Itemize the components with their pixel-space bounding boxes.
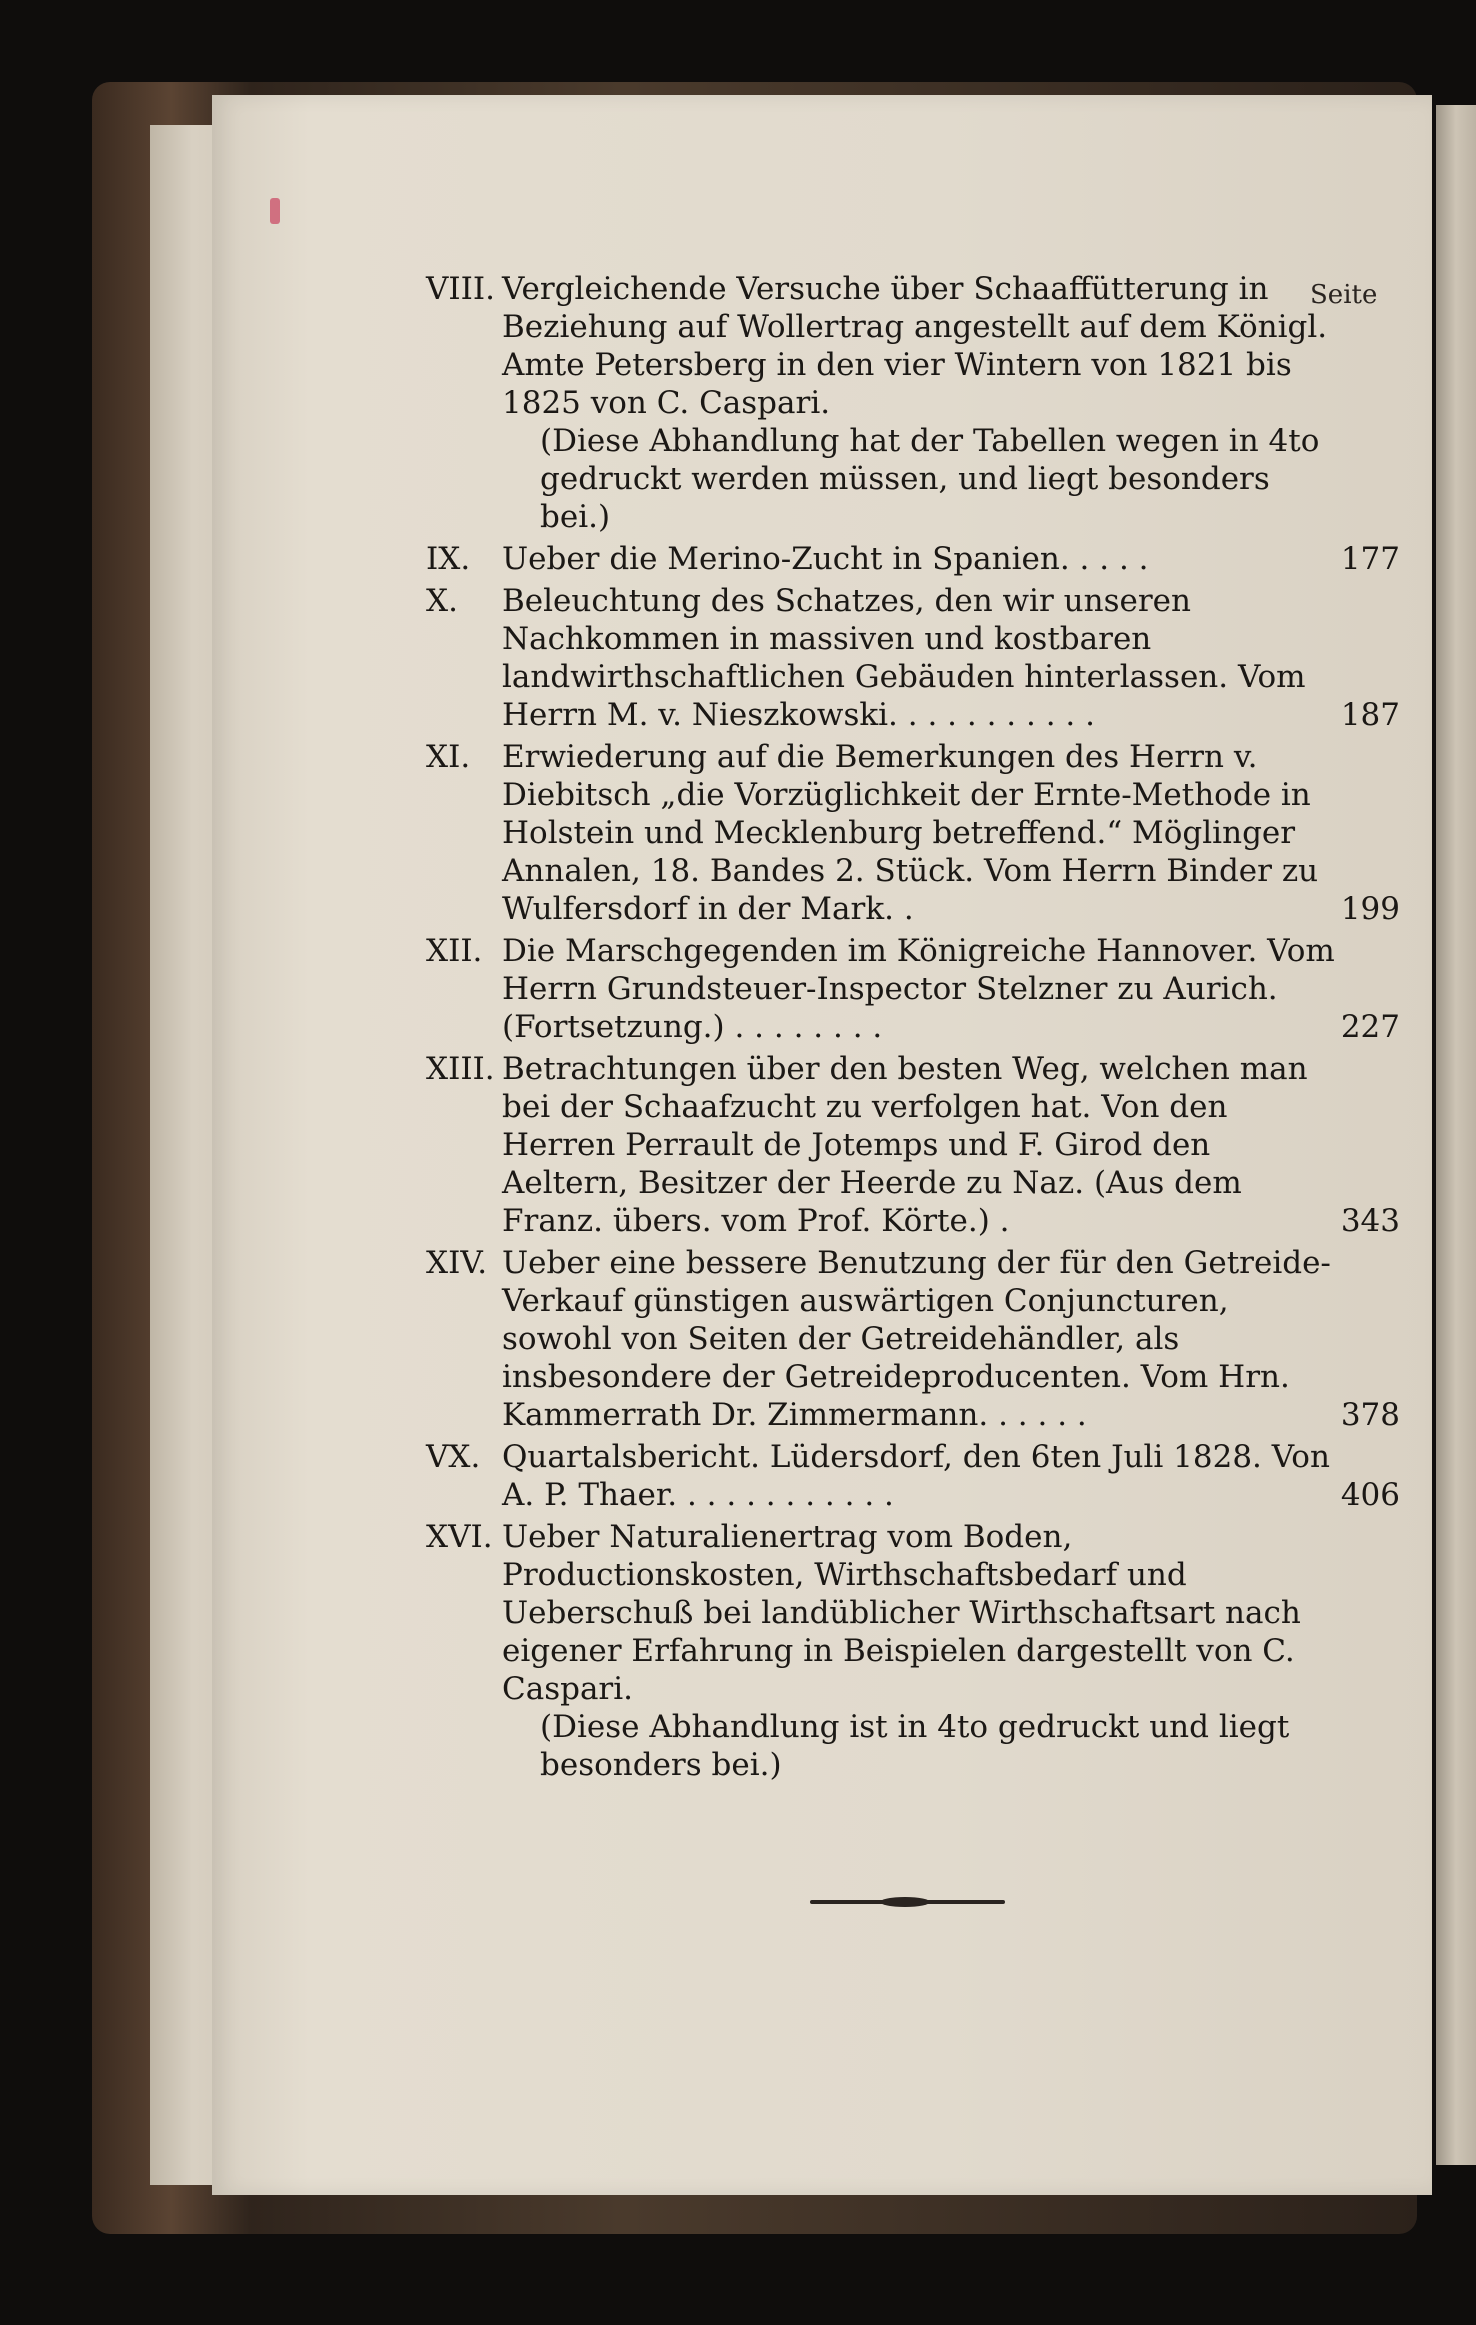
entry-number: VX. <box>426 1439 481 1475</box>
entry-page-number: 177 <box>1340 541 1400 577</box>
toc-entry-xii <box>426 932 1400 1046</box>
entry-page-number: 343 <box>1340 1203 1400 1239</box>
toc-entry-xiv <box>426 1244 1400 1434</box>
entry-title: Betrachtungen über den besten Weg, welchen man bei der Schaafzucht zu verfolgen hat. Von den Herren Perrault de Jotemps und F. Girod den Aeltern, Besitzer der Heerde zu Naz. (Aus dem Franz. übers. vom Prof. Körte.) . <box>502 1051 1308 1239</box>
toc-entry-xiii <box>426 1050 1400 1240</box>
toc-entry-vx <box>426 1438 1400 1514</box>
entry-title: Die Marschgegenden im Königreiche Hannover. Vom Herrn Grundsteuer-Inspector Stelzner zu Aurich. (Fortsetzung.) . . . . . . . . <box>502 933 1335 1045</box>
entry-number: IX. <box>426 541 471 577</box>
entry-page-number: 199 <box>1340 891 1400 927</box>
closing-ornament-rule <box>810 1900 1005 1904</box>
toc-entry-ix <box>426 540 1400 578</box>
toc-entry-viii <box>426 270 1390 536</box>
toc-entry-xvi <box>426 1518 1390 1784</box>
next-page-edge <box>1436 105 1476 2165</box>
entry-number: XIV. <box>426 1245 488 1281</box>
entry-title: Vergleichende Versuche über Schaaffütterung in Beziehung auf Wollertrag angestellt auf dem Königl. Amte Petersberg in den vier Wintern von 1821 bis 1825 von C. Caspari. <box>502 271 1328 421</box>
entry-title: Beleuchtung des Schatzes, den wir unseren Nachkommen in massiven und kostbaren landwirthschaftlichen Gebäuden hinterlassen. Vom Herrn M. v. Nieszkowski. . . . . . . . . . . <box>502 583 1306 733</box>
entry-title: Quartalsbericht. Lüdersdorf, den 6ten Juli 1828. Von A. P. Thaer. . . . . . . . . . . . <box>502 1439 1330 1513</box>
entry-title: Ueber Naturalienertrag vom Boden, Productionskosten, Wirthschaftsbedarf und Ueberschuß bei landüblicher Wirthschaftsart nach eigener Erfahrung in Beispielen dargestellt von C. Caspari. <box>502 1519 1301 1707</box>
entry-number: XI. <box>426 739 471 775</box>
entry-page-number: 378 <box>1340 1397 1400 1433</box>
entry-number: XVI. <box>426 1519 493 1555</box>
toc-content <box>426 270 1400 1788</box>
entry-page-number: 187 <box>1340 697 1400 733</box>
entry-note: (Diese Abhandlung hat der Tabellen wegen in 4to gedruckt werden müssen, und liegt besonders bei.) <box>540 423 1320 535</box>
page-mark <box>270 198 280 224</box>
entry-note: (Diese Abhandlung ist in 4to gedruckt und liegt besonders bei.) <box>540 1709 1290 1783</box>
entry-title: Erwiederung auf die Bemerkungen des Herrn v. Diebitsch „die Vorzüglichkeit der Ernte-Methode in Holstein und Mecklenburg betreffend.“ Möglinger Annalen, 18. Bandes 2. Stück. Vom Herrn Binder zu Wulfersdorf in der Mark. . <box>502 739 1319 927</box>
entry-number: VIII. <box>426 271 495 307</box>
entry-number: XIII. <box>426 1051 495 1087</box>
entry-number: XII. <box>426 933 483 969</box>
toc-entry-xi <box>426 738 1400 928</box>
entry-title: Ueber die Merino-Zucht in Spanien. . . . . <box>502 541 1149 577</box>
toc-entry-x <box>426 582 1400 734</box>
entry-page-number: 227 <box>1340 1009 1400 1045</box>
seite-header: Seite <box>1310 280 1378 310</box>
entry-page-number: 406 <box>1340 1477 1400 1513</box>
entry-title: Ueber eine bessere Benutzung der für den Getreide-Verkauf günstigen auswärtigen Conjuncturen, sowohl von Seiten der Getreidehändler, als insbesondere der Getreideproducenten. Vom Hrn. Kammerrath Dr. Zimmermann. . . . . . <box>502 1245 1331 1433</box>
entry-number: X. <box>426 583 458 619</box>
